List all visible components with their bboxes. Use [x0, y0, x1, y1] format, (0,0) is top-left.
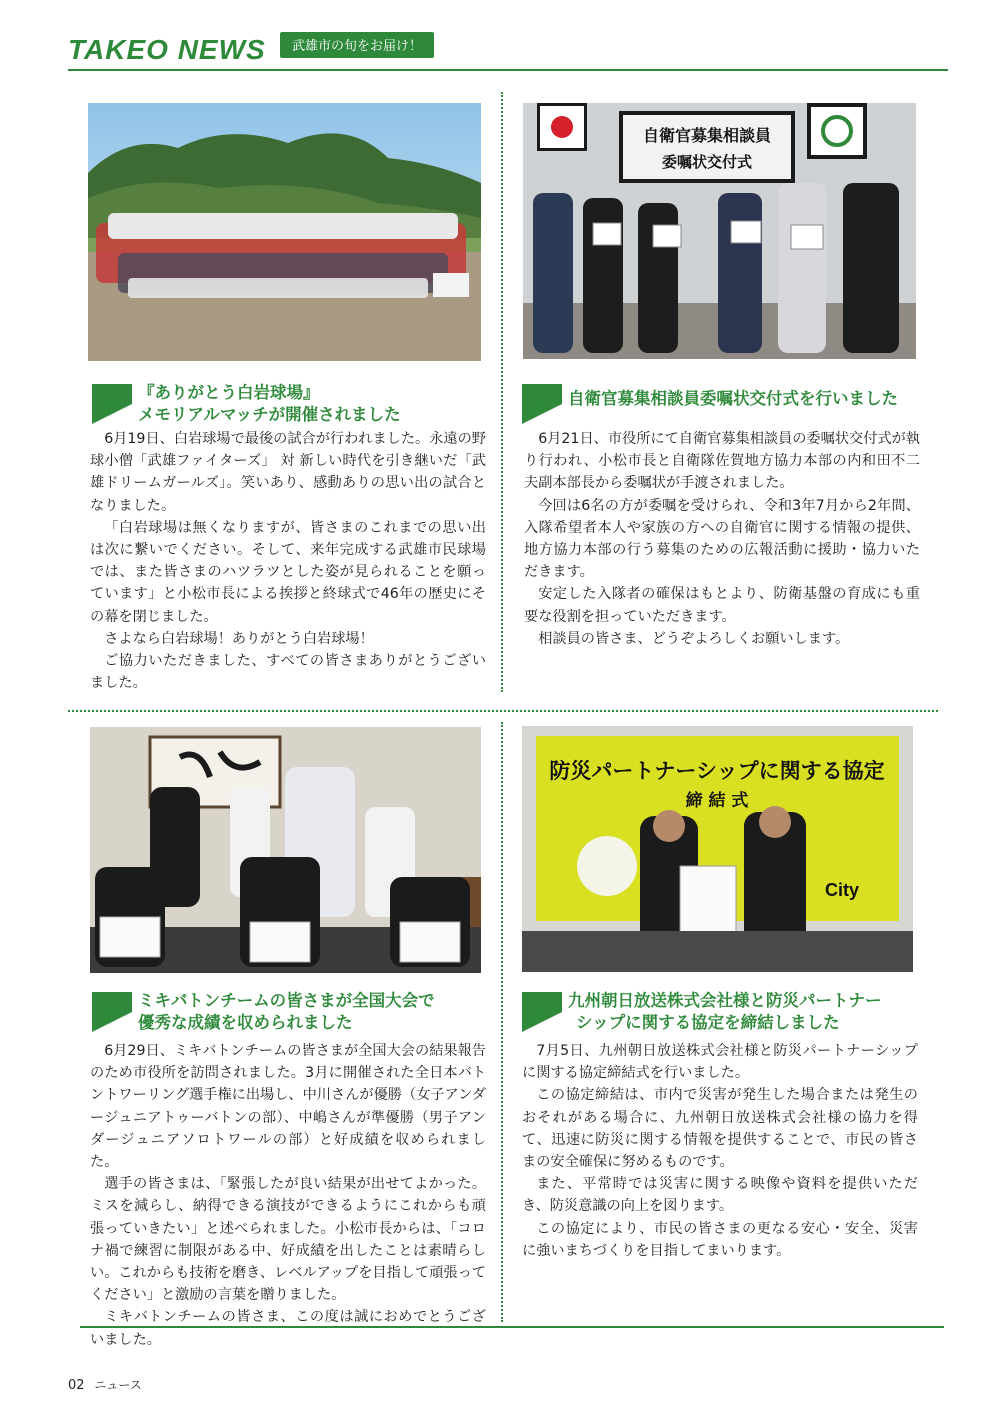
- article-3-head: [88, 990, 498, 1034]
- paragraph: この協定により、市民の皆さまの更なる安心・安全、災害に強いまちづくりを目指してまいります。: [522, 1220, 918, 1259]
- photo-banner-line-2: 締 結 式: [685, 791, 749, 811]
- article-1-body: [90, 428, 486, 694]
- svg-text:NEWS: NEWS: [97, 397, 123, 420]
- paragraph: 7月5日、九州朝日放送株式会社様と防災パートナーシップに関する協定締結式を行いました。: [522, 1043, 918, 1082]
- paragraph: 安定した入隊者の確保はもとより、防衛基盤の育成にも重要な役割を担っていただきます。: [524, 586, 920, 625]
- masthead-title: TAKEO NEWS: [68, 34, 266, 65]
- masthead-rule: [68, 69, 948, 71]
- paragraph: この協定締結は、市内で災害が発生した場合または発生のおそれがある場合に、九州朝日放送株式会社様の協力を得て、迅速に防災に関する情報を提供することで、市民の皆さまの安全確保に努めるものです。: [522, 1087, 918, 1171]
- article-2-head: [518, 382, 938, 426]
- column-divider-bottom: [501, 722, 503, 1322]
- svg-text:NEWS: NEWS: [97, 1005, 123, 1028]
- article-1-headline: 『ありがとう白岩球場』 メモリアルマッチが開催されました: [138, 383, 401, 424]
- article-3-headline: ミキバトンチームの皆さまが全国大会で 優秀な成績を収められました: [138, 991, 435, 1032]
- baton-team-photo: [90, 727, 481, 973]
- paragraph: 「白岩球場は無くなりますが、皆さまのこれまでの思い出は次に繋いでください。そして、来年完成する武雄市民球場では、また皆さまのハツラツとした姿が見られることを願っています」と小松市長による挨拶と終球式で46年の歴史にその幕を閉じました。: [90, 519, 486, 625]
- page-footer: [68, 1376, 142, 1393]
- news-badge-icon: [518, 992, 562, 1032]
- sdf-ceremony-photo: [523, 103, 916, 359]
- paragraph: ミキバトンチームの皆さま、この度は誠におめでとうございました。: [90, 1309, 486, 1348]
- photo-sign-line-1: 自衛官募集相談員: [642, 126, 772, 145]
- partnership-signing-photo: [522, 726, 913, 972]
- paragraph: 選手の皆さまは、「緊張したが良い結果が出せてよかった。ミスを減らし、納得できる演技ができるようにこれからも頑張っていきたい」と述べられました。小松市長からは、「コロナ禍で練習に制限がある中、好成績を出したことは素晴らしい。これからも技術を磨き、レベルアップを目指して頑張ってください」と激励の言葉を贈りました。: [90, 1176, 486, 1304]
- news-badge-icon: [88, 384, 132, 424]
- page-number: 02: [68, 1378, 85, 1393]
- paragraph: 6月29日、ミキバトンチームの皆さまが全国大会の結果報告のため市役所を訪問されました。3月に開催された全日本バトントワーリング選手権に出場し、中川さんが優勝（女子アンダージュニアトゥーバトンの部）、中嶋さんが準優勝（男子アンダージュニアソロトワールの部）と好成績を収められました。: [90, 1043, 486, 1171]
- paragraph: ご協力いただきました、すべての皆さまありがとうございました。: [90, 653, 486, 692]
- article-2-body: [524, 428, 920, 650]
- svg-text:NEWS: NEWS: [527, 397, 553, 420]
- masthead: [68, 30, 948, 70]
- photo-banner-line-1: 防災パートナーシップに関する協定: [549, 759, 885, 783]
- masthead-tagline: 武雄市の旬をお届け！: [280, 32, 434, 58]
- photo-sign-line-2: 委嘱状交付式: [661, 153, 753, 171]
- article-3-body: [90, 1040, 486, 1351]
- paragraph: 6月19日、白岩球場で最後の試合が行われました。永遠の野球小僧「武雄ファイターズ」 対 新しい時代を引き継いだ「武雄ドリームガールズ」。笑いあり、感動ありの思い出の試合となりました。: [90, 431, 486, 514]
- article-1-head: [88, 382, 498, 426]
- bottom-rule: [80, 1326, 944, 1328]
- row-divider: [68, 710, 938, 712]
- paragraph: 6月21日、市役所にて自衛官募集相談員の委嘱状交付式が執り行われ、小松市長と自衛隊佐賀地方協力本部の内和田不二夫副本部長から委嘱状が手渡されました。: [524, 431, 920, 492]
- column-divider-top: [501, 92, 503, 692]
- photo-city-text: City: [824, 880, 860, 900]
- article-2-headline: 自衛官募集相談員委嘱状交付式を行いました: [568, 389, 898, 408]
- article-4-head: [518, 990, 938, 1034]
- baseball-team-photo: [88, 103, 481, 361]
- article-4-body: [522, 1040, 918, 1262]
- section-label: ニュース: [94, 1378, 142, 1392]
- news-badge-icon: [88, 992, 132, 1032]
- article-4-headline: 九州朝日放送株式会社様と防災パートナー シップに関する協定を締結しました: [568, 991, 882, 1032]
- paragraph: 今回は6名の方が委嘱を受けられ、令和3年7月から2年間、入隊希望者本人や家族の方への自衛官に関する情報の提供、地方協力本部の行う募集のための広報活動に援助・協力いただきます。: [524, 497, 920, 581]
- svg-text:NEWS: NEWS: [527, 1005, 553, 1028]
- paragraph: また、平常時では災害に関する映像や資料を提供いただき、防災意識の向上を図ります。: [522, 1176, 918, 1215]
- paragraph: さよなら白岩球場！ありがとう白岩球場！: [104, 630, 374, 647]
- news-badge-icon: [518, 384, 562, 424]
- paragraph: 相談員の皆さま、どうぞよろしくお願いします。: [538, 630, 850, 647]
